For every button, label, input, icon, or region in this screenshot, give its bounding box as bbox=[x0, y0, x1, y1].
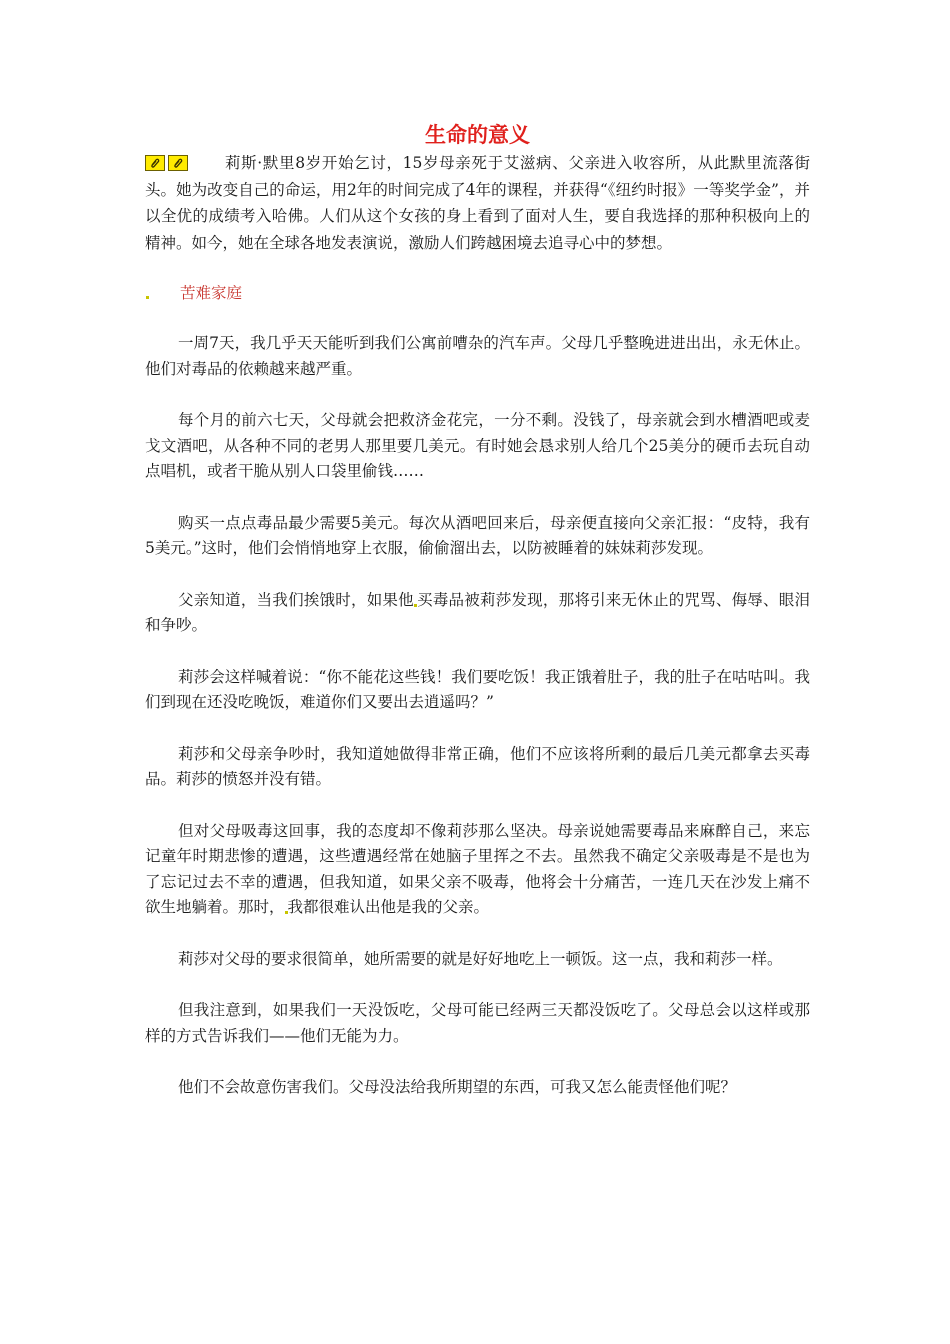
paragraph-text: 我都很难认出他是我的父亲。 bbox=[287, 898, 490, 916]
document-page bbox=[145, 120, 810, 1101]
body-paragraph: 莉莎和父母亲争吵时，我知道她做得非常正确，他们不应该将所剩的最后几美元都拿去买毒品。莉莎的愤怒并没有错。 bbox=[145, 744, 810, 788]
badge-group bbox=[145, 155, 188, 171]
paragraph-text: 但对父母吸毒这回事，我的态度却不像莉莎那么坚决。母亲说她需要毒品来麻醉自己，来忘记童年时期悲惨的遭遇，这些遭遇经常在她脑子里挥之不去。虽然我不确定父亲吸毒是不是也为了忘记过去不幸的遭遇，但我知道，如果父亲不吸毒，他将会十分痛苦，一连几天在沙发上痛不欲生地躺着。那时， bbox=[145, 821, 810, 916]
body-paragraph: 莉莎对父母的要求很简单，她所需要的就是好好地吃上一顿饭。这一点，我和莉莎一样。 bbox=[178, 949, 783, 968]
paperclip-icon bbox=[145, 155, 165, 171]
paperclip-icon bbox=[168, 155, 188, 171]
page-title: 生命的意义 bbox=[425, 122, 530, 147]
body-paragraph: 他们不会故意伤害我们。父母没法给我所期望的东西，可我又怎么能责怪他们呢？ bbox=[178, 1078, 737, 1096]
section-heading-text: 苦难家庭 bbox=[180, 284, 243, 302]
body-paragraph: 每个月的前六七天，父母就会把救济金花完，一分不剩。没钱了，母亲就会到水槽酒吧或麦戈文酒吧，从各种不同的老男人那里要几美元。有时她会恳求别人给几个25美分的硬币去玩自动点唱机，或者干脆从别人口袋里偷钱…… bbox=[145, 411, 810, 480]
bullet-dot bbox=[146, 296, 149, 299]
body-paragraph: 但我注意到，如果我们一天没饭吃，父母可能已经两三天都没饭吃了。父母总会以这样或那样的方式告诉我们——他们无能为力。 bbox=[145, 1001, 810, 1045]
section-heading bbox=[145, 280, 810, 306]
body-paragraph bbox=[145, 819, 810, 921]
body-paragraph: 莉莎会这样喊着说：“你不能花这些钱！我们要吃饭！我正饿着肚子，我的肚子在咕咕叫。我们到现在还没吃晚饭，难道你们又要出去逍遥吗？” bbox=[145, 667, 810, 711]
body-paragraph bbox=[145, 588, 810, 639]
paragraph-text: 父亲知道，当我们挨饿时，如果他 bbox=[178, 590, 414, 609]
body-paragraph: 一周7天，我几乎天天能听到我们公寓前嘈杂的汽车声。父母几乎整晚进进出出，永无休止。他们对毒品的依赖越来越严重。 bbox=[145, 334, 810, 378]
body-paragraph: 购买一点点毒品最少需要5美元。每次从酒吧回来后，母亲便直接向父亲汇报：“皮特，我有5美元。”这时，他们会悄悄地穿上衣服，偷偷溜出去，以防被睡着的妹妹莉莎发现。 bbox=[145, 513, 810, 557]
intro-paragraph bbox=[145, 150, 810, 256]
paragraph-text: 买毒品被莉莎发现，那将引来无休止的咒骂、侮辱、眼泪和争吵。 bbox=[145, 590, 810, 634]
intro-text: 莉斯·默里8岁开始乞讨，15岁母亲死于艾滋病、父亲进入收容所，从此默里流落街头。她为改变自己的命运，用2年的时间完成了4年的课程，并获得“《纽约时报》一等奖学金”，并以全优的成绩考入哈佛。人们从这个女孩的身上看到了面对人生，要自我选择的那种积极向上的精神。如今，她在全球各地发表演说，激励人们跨越困境去追寻心中的梦想。 bbox=[145, 154, 810, 252]
